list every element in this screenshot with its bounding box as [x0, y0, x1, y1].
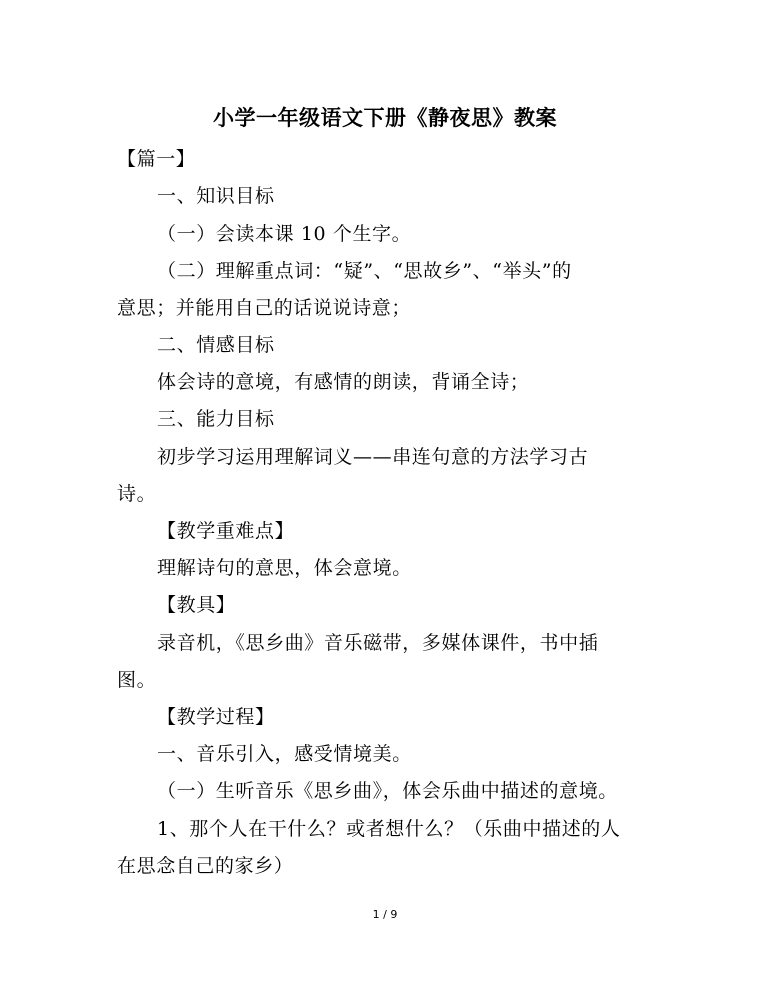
paragraph-line: 诗。 — [117, 483, 157, 505]
paragraph-line: 图。 — [117, 669, 157, 691]
paragraph-line: 意思；并能用自己的话说说诗意； — [117, 297, 412, 319]
paragraph-line: 体会诗的意境，有感情的朗读，背诵全诗； — [157, 371, 530, 393]
paragraph-line: 在思念自己的家乡） — [117, 855, 294, 877]
document-title: 小学一年级语文下册《静夜思》教案 — [213, 105, 557, 130]
paragraph-line: （一）会读本课 10 个生字。 — [157, 223, 412, 245]
paragraph-line: （二）理解重点词：“疑”、“思故乡”、“举头”的 — [157, 260, 572, 282]
heading-key-difficulties: 【教学重难点】 — [157, 520, 295, 542]
paragraph-line: （一）生听音乐《思乡曲》，体会乐曲中描述的意境。 — [157, 780, 618, 802]
heading-ability-goals: 三、能力目标 — [157, 408, 275, 430]
paragraph-line: 理解诗句的意思，体会意境。 — [157, 557, 412, 579]
paragraph-line: 录音机，《思乡曲》音乐磁带，多媒体课件，书中插 — [157, 632, 599, 654]
heading-knowledge-goals: 一、知识目标 — [157, 185, 275, 207]
heading-teaching-process: 【教学过程】 — [157, 706, 275, 728]
paragraph-line: 初步学习运用理解词义——串连句意的方法学习古 — [157, 446, 589, 468]
heading-emotion-goals: 二、情感目标 — [157, 334, 275, 356]
section-heading-pian-yi: 【篇一】 — [117, 148, 196, 170]
heading-teaching-aids: 【教具】 — [157, 594, 236, 616]
paragraph-line: 一、音乐引入，感受情境美。 — [157, 743, 412, 765]
page-number: 1 / 9 — [372, 908, 398, 921]
paragraph-line: 1、那个人在干什么？或者想什么？（乐曲中描述的人 — [157, 818, 621, 840]
